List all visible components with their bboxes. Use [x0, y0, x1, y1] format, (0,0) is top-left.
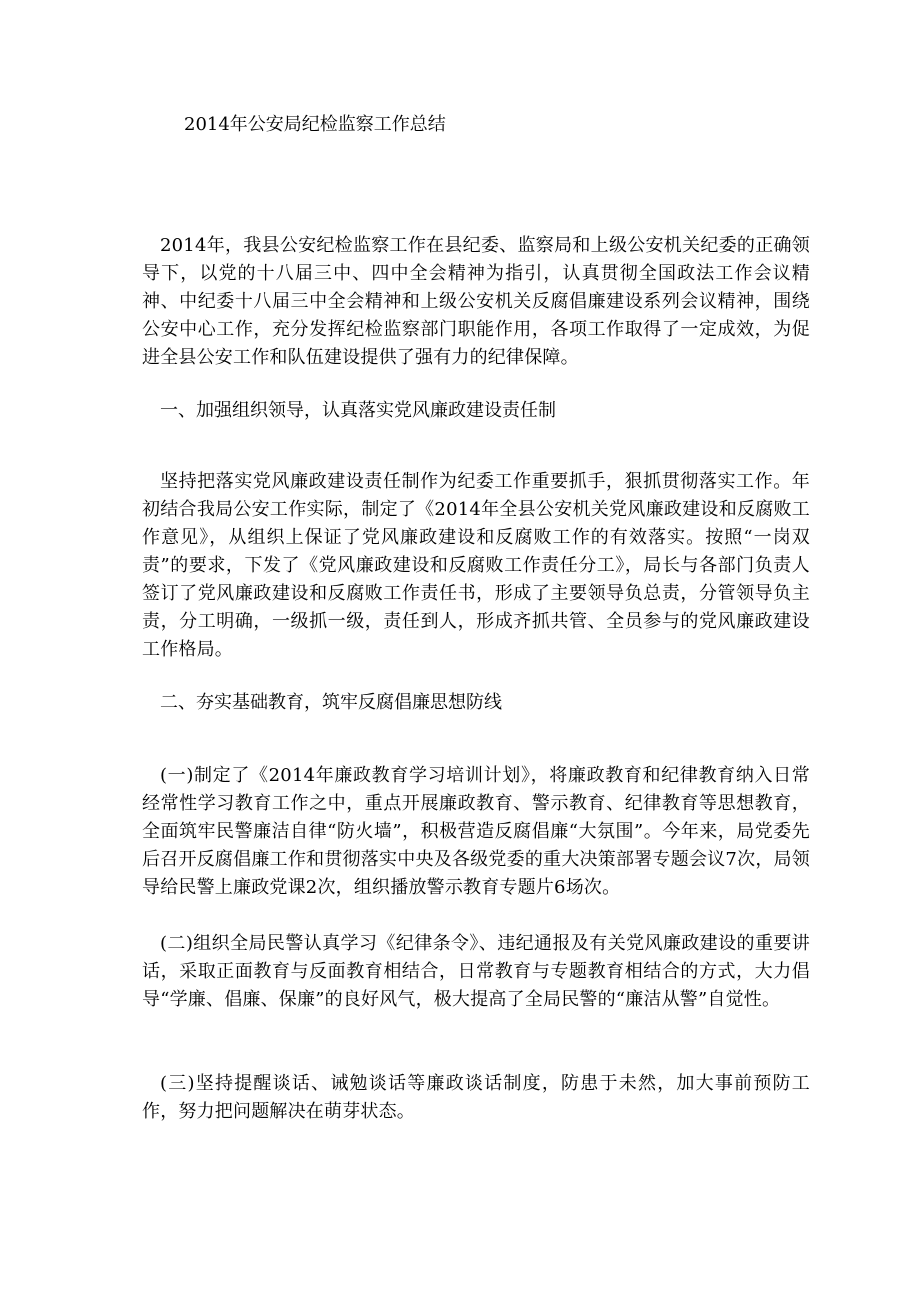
section-1-paragraph: 坚持把落实党风廉政建设责任制作为纪委工作重要抓手，狠抓贯彻落实工作。年初结合我局公安工作实际，制定了《2014年全县公安机关党风廉政建设和反腐败工作意见》，从组织上保证了党风廉政建设和反腐败工作的有效落实。按照“一岗双责”的要求，下发了《党风廉政建设和反腐败工作责任分工》，局长与各部门负责人签订了党风廉政建设和反腐败工作责任书，形成了主要领导负总责，分管领导负主责，分工明确，一级抓一级，责任到人，形成齐抓共管、全员参与的党风廉政建设工作格局。	[142, 471, 810, 660]
intro-paragraph: 2014年，我县公安纪检监察工作在县纪委、监察局和上级公安机关纪委的正确领导下，以党的十八届三中、四中全会精神为指引，认真贯彻全国政法工作会议精神、中纪委十八届三中全会精神和上级公安机关反腐倡廉建设系列会议精神，围绕公安中心工作，充分发挥纪检监察部门职能作用，各项工作取得了一定成效，为促进全县公安工作和队伍建设提供了强有力的纪律保障。	[142, 235, 810, 368]
document-title: 2014年公安局纪检监察工作总结	[184, 114, 446, 135]
section-2-item-1: (一)制定了《2014年廉政教育学习培训计划》，将廉政教育和纪律教育纳入日常经常性学习教育工作之中，重点开展廉政教育、警示教育、纪律教育等思想教育，全面筑牢民警廉洁自律“防火墙”，积极营造反腐倡廉“大氛围”。今年来，局党委先后召开反腐倡廉工作和贯彻落实中央及各级党委的重大决策部署专题会议7次，局领导给民警上廉政党课2次，组织播放警示教育专题片6场次。	[142, 765, 810, 898]
section-2-item-3: (三)坚持提醒谈话、诫勉谈话等廉政谈话制度，防患于未然，加大事前预防工作，努力把问题解决在萌芽状态。	[142, 1073, 810, 1122]
section-2-heading: 二、夯实基础教育，筑牢反腐倡廉思想防线	[160, 692, 502, 713]
section-2-item-2: (二)组织全局民警认真学习《纪律条令》、违纪通报及有关党风廉政建设的重要讲话，采取正面教育与反面教育相结合，日常教育与专题教育相结合的方式，大力倡导“学廉、倡廉、保廉”的良好风气，极大提高了全局民警的“廉洁从警”自觉性。	[142, 933, 810, 1010]
section-1-heading: 一、加强组织领导，认真落实党风廉政建设责任制	[160, 400, 556, 421]
